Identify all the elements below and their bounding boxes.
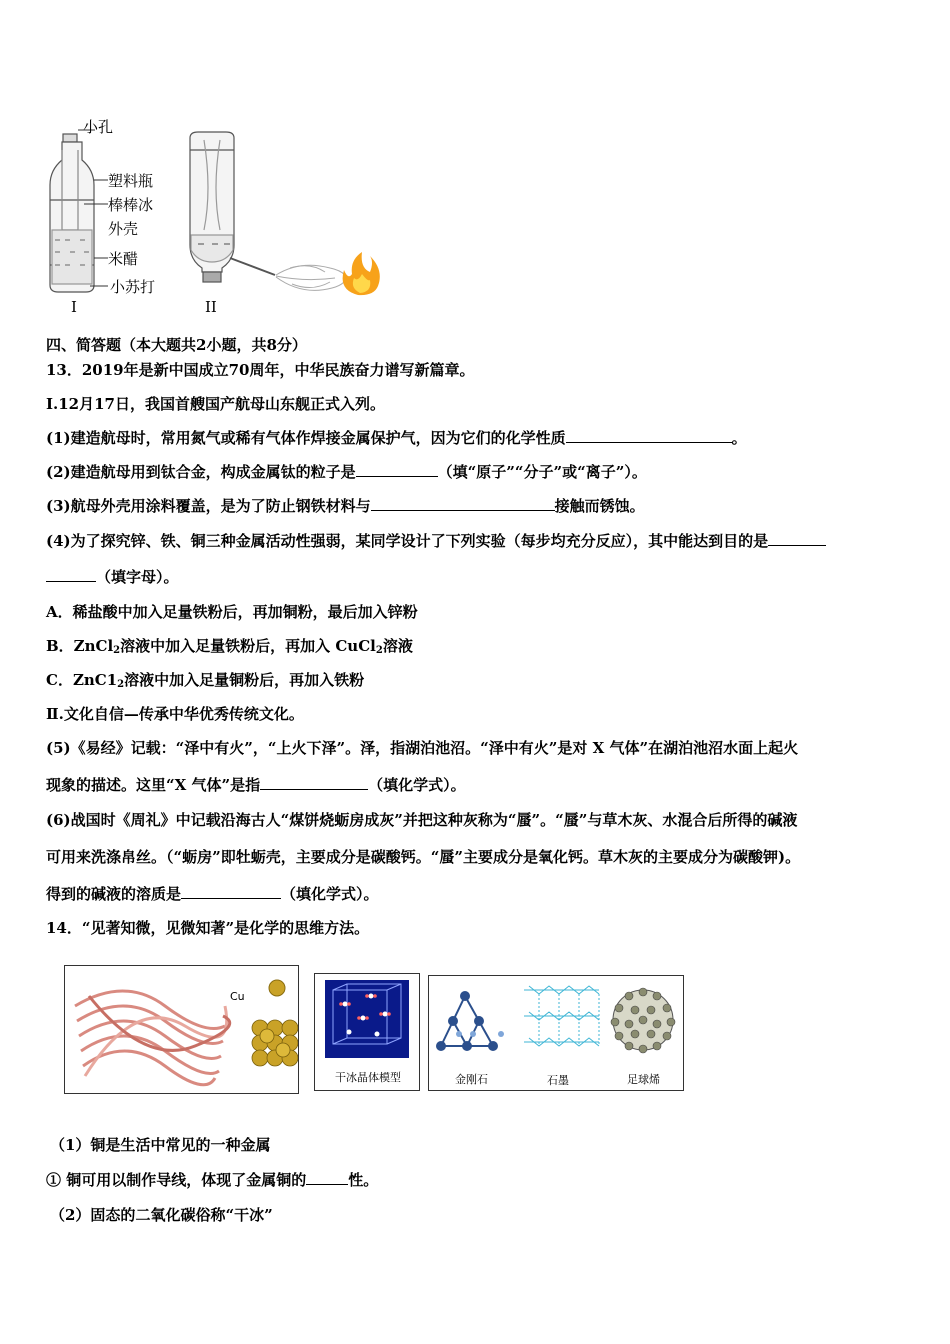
q13-subq3-text: (3)航母外壳用涂料覆盖，是为了防止钢铁材料与	[46, 497, 371, 515]
gas-jet	[276, 265, 345, 290]
q13-subq6-end: （填化学式）。	[281, 885, 379, 903]
c60-structure	[611, 988, 675, 1053]
q13-option-b	[46, 636, 413, 661]
section-title: 四、简答题（本大题共2小题，共8分）	[46, 336, 307, 354]
q13-subq1-text: (1)建造航母时，常用氮气或稀有气体作焊接金属保护气，因为它们的化学性质	[46, 429, 566, 447]
copper-wire-and-atoms-drawing	[65, 966, 298, 1093]
q13-subq3-end: 接触而锈蚀。	[554, 497, 645, 515]
graphite-caption: 石墨	[547, 1074, 569, 1087]
q13-subq5-line2	[46, 775, 466, 795]
q13-subq1-end: 。	[731, 429, 747, 447]
label-plastic-bottle: 塑料瓶	[108, 172, 154, 190]
label-numeral-two: II	[205, 298, 217, 316]
q14-subq1-question	[46, 1170, 378, 1190]
q13-part2: Ⅱ.文化自信—传承中华优秀传统文化。	[46, 705, 304, 723]
q13-subq6-line1: (6)战国时《周礼》中记载沿海古人“煤饼烧蛎房成灰”并把这种灰称为“蜃”。“蜃”与草木灰、水混合后所得的碱液	[46, 811, 798, 829]
copper-figure	[64, 965, 299, 1094]
bottle-one	[50, 134, 94, 292]
flame	[343, 252, 380, 295]
answer-blank-3[interactable]	[371, 496, 555, 511]
q13-subq5-end: （填化学式）。	[368, 776, 466, 794]
option-b-part3: 溶液	[382, 637, 413, 655]
q13-part1: I.12月17日，我国首艘国产航母山东舰正式入列。	[46, 395, 385, 413]
option-c-part1: C．ZnC1	[46, 671, 118, 689]
q14-subq1-text: ① 铜可用以制作导线，体现了金属铜的	[46, 1171, 307, 1189]
answer-blank-2[interactable]	[356, 462, 438, 477]
option-b-subscript2: 2	[375, 645, 383, 656]
bottle-apparatus-drawing	[40, 110, 380, 325]
q13-subq2-text: (2)建造航母用到钛合金，构成金属钛的粒子是	[46, 463, 356, 481]
q13-subq6-line3	[46, 884, 379, 904]
answer-blank-7[interactable]	[306, 1170, 348, 1185]
q13-subq3	[46, 496, 645, 516]
dry-ice-crystal-drawing	[315, 974, 419, 1064]
q13-subq4-text: (4)为了探究锌、铁、铜三种金属活动性强弱，某同学设计了下列实验（每步均充分反应），其中能达到目的是	[46, 532, 769, 550]
q13-option-c	[46, 670, 364, 695]
q13-stem: 13．2019年是新中国成立70周年，中华民族奋力谱写新篇章。	[46, 361, 475, 379]
label-vinegar: 米醋	[108, 250, 139, 268]
diamond-structure	[437, 992, 504, 1050]
answer-blank-1[interactable]	[566, 428, 732, 443]
q13-subq5-text: 现象的描述。这里“X 气体”是指	[46, 776, 261, 794]
option-b-part1: B．ZnCl	[46, 637, 114, 655]
answer-blank-4a[interactable]	[768, 531, 826, 546]
diamond-caption: 金刚石	[455, 1073, 488, 1086]
label-numeral-one: I	[71, 298, 77, 316]
allotropes-drawing	[429, 976, 683, 1066]
graphite-structure	[524, 986, 599, 1046]
q13-option-a: A．稀盐酸中加入足量铁粉后，再加铜粉，最后加入锌粉	[46, 603, 418, 621]
option-c-subscript: 2	[117, 679, 125, 690]
q13-subq6-text: 得到的碱液的溶质是	[46, 885, 182, 903]
q13-subq4-end: （填字母）。	[96, 568, 179, 586]
q13-subq5-line1: (5)《易经》记载：“泽中有火”，“上火下泽”。泽，指湖泊池沼。“泽中有火”是对 X 气体”在湖泊池沼水面上起火	[46, 739, 799, 757]
option-c-part2: 溶液中加入足量铜粉后，再加入铁粉	[124, 671, 365, 689]
q13-subq6-line2: 可用来洗涤帛丝。（“蛎房”即牡蛎壳，主要成分是碳酸钙。“蜃”主要成分是氧化钙。草木灰的主要成分为碳酸钾)。	[46, 848, 801, 866]
cu-label: Cu	[230, 990, 245, 1003]
label-popsicle: 棒棒冰	[108, 196, 154, 214]
label-baking-soda: 小苏打	[110, 278, 156, 296]
dry-ice-figure	[314, 973, 420, 1091]
answer-blank-6[interactable]	[181, 884, 281, 899]
answer-blank-5[interactable]	[260, 775, 368, 790]
q13-subq2-end: （填“原子”“分子”或“离子”）。	[437, 463, 647, 481]
c60-caption: 足球烯	[627, 1073, 660, 1086]
q13-subq4	[46, 531, 826, 551]
dry-ice-caption: 干冰晶体模型	[335, 1071, 401, 1084]
copper-lattice	[252, 1020, 298, 1066]
q14-subq1-end: 性。	[348, 1171, 379, 1189]
q13-subq1	[46, 428, 747, 448]
q14-subq1: （1）铜是生活中常见的一种金属	[50, 1136, 271, 1154]
option-b-subscript1: 2	[113, 645, 121, 656]
q14-subq2: （2）固态的二氧化碳俗称“干冰”	[50, 1206, 273, 1224]
experiment-figure	[40, 110, 380, 325]
q13-subq2	[46, 462, 647, 482]
answer-blank-4b[interactable]	[46, 567, 96, 582]
carbon-allotropes-figure	[428, 975, 684, 1091]
q14-stem: 14．“见著知微，见微知著”是化学的思维方法。	[46, 919, 370, 937]
q13-subq4-cont	[46, 567, 179, 587]
bottle-two	[190, 132, 275, 282]
option-b-part2: 溶液中加入足量铁粉后，再加入 CuCl	[120, 637, 376, 655]
label-small-hole: 小孔	[83, 118, 114, 136]
label-shell: 外壳	[108, 220, 139, 238]
